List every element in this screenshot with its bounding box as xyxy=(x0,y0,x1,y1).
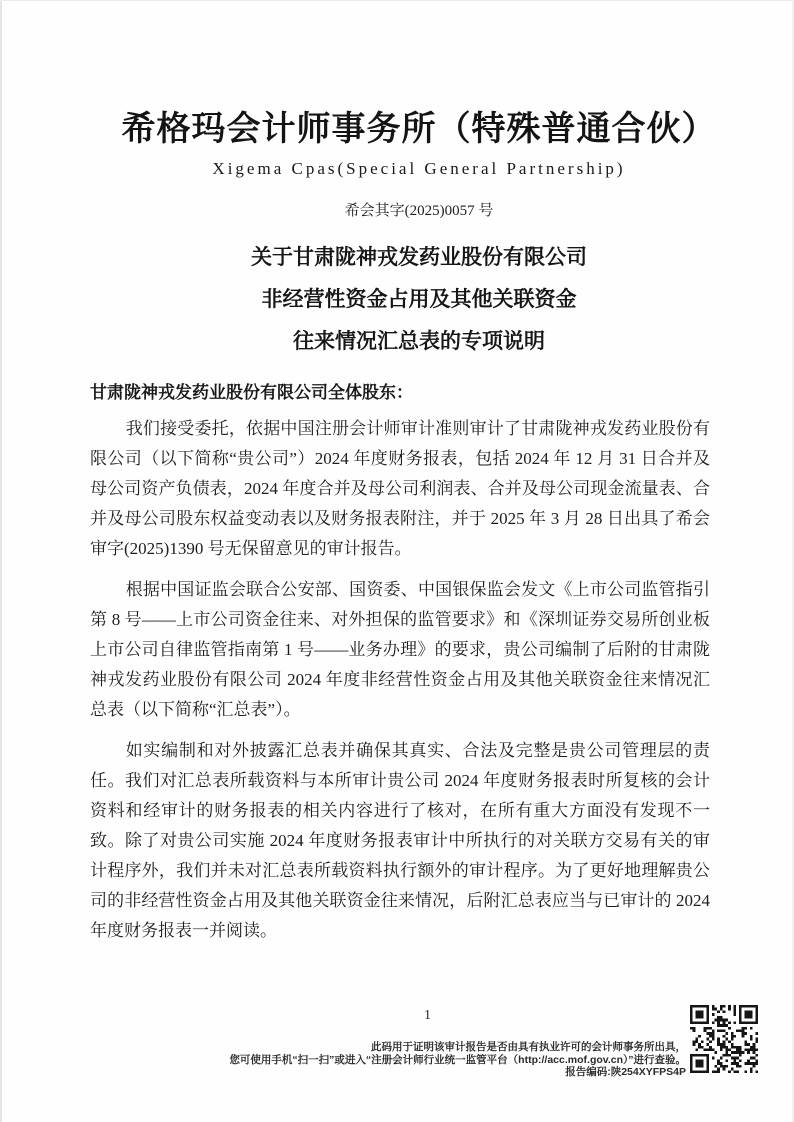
report-code-line xyxy=(216,1066,686,1079)
qr-code-icon xyxy=(690,1005,758,1073)
verification-note-line-1: 此码用于证明该审计报告是否由具有执业许可的会计师事务所出具， xyxy=(371,1041,686,1053)
firm-name-chinese: 希格玛会计师事务所（特殊普通合伙） xyxy=(121,111,717,148)
document-title xyxy=(109,236,729,362)
verification-note-line-2: 您可使用手机“扫一扫”或进入“注册会计师行业统一监管平台（http://acc.mof.gov.cn）”进行查验。 xyxy=(229,1053,686,1066)
paragraph-regulatory-basis: 根据中国证监会联合公安部、国资委、中国银保监会发文《上市公司监管指引第 8 号——上市公司资金往来、对外担保的监管要求》和《深圳证券交易所创业板上市公司自律监管指南第 1 号——业务办理》的要求，贵公司编制了后附的甘肃陇神戎发药业股份有限公司 2024 年度非经营性资金占用及其他关联资金往来情况汇总表（以下简称“汇总表”）。 xyxy=(90,580,710,719)
firm-name-english: Xigema Cpas(Special General Partnership) xyxy=(212,159,626,178)
report-code-label: 报告编码: xyxy=(565,1066,611,1078)
document-content xyxy=(0,106,794,946)
document-title-line-1: 关于甘肃陇神戎发药业股份有限公司 xyxy=(251,245,587,269)
scan-edge-top xyxy=(0,0,794,1)
paragraph-audit-scope: 我们接受委托，依据中国注册会计师审计准则审计了甘肃陇神戎发药业股份有限公司（以下简称“贵公司”）2024 年度财务报表，包括 2024 年 12 月 31 日合并及母公司资产负债表，2024 年度合并及母公司利润表、合并及母公司现金流量表、合并及母公司股东权益变动表以及财务报表附注，并于 2025 年 3 月 28 日出具了希会审字(2025)1390 号无保留意见的审计报告。 xyxy=(90,419,710,558)
document-number: 希会其字(2025)0057 号 xyxy=(344,203,494,219)
salutation: 甘肃陇神戎发药业股份有限公司全体股东： xyxy=(90,383,413,402)
page-number: 1 xyxy=(424,1008,431,1023)
report-code-value: 陕254XYFPS4P xyxy=(610,1066,686,1078)
verification-note xyxy=(216,1041,686,1079)
paragraph-responsibility: 如实编制和对外披露汇总表并确保其真实、合法及完整是贵公司管理层的责任。我们对汇总表所载资料与本所审计贵公司 2024 年度财务报表时所复核的会计资料和经审计的财务报表的相关内容进行了核对，在所有重大方面没有发现不一致。除了对贵公司实施 2024 年度财务报表审计中所执行的对关联方交易有关的审计程序外，我们并未对汇总表所载资料执行额外的审计程序。为了更好地理解贵公司的非经营性资金占用及其他关联资金往来情况，后附汇总表应当与已审计的 2024 年度财务报表一并阅读。 xyxy=(90,741,710,940)
document-title-line-2: 非经营性资金占用及其他关联资金 xyxy=(261,287,577,311)
qr-code-svg xyxy=(690,1005,758,1073)
document-title-line-3: 往来情况汇总表的专项说明 xyxy=(293,329,545,353)
